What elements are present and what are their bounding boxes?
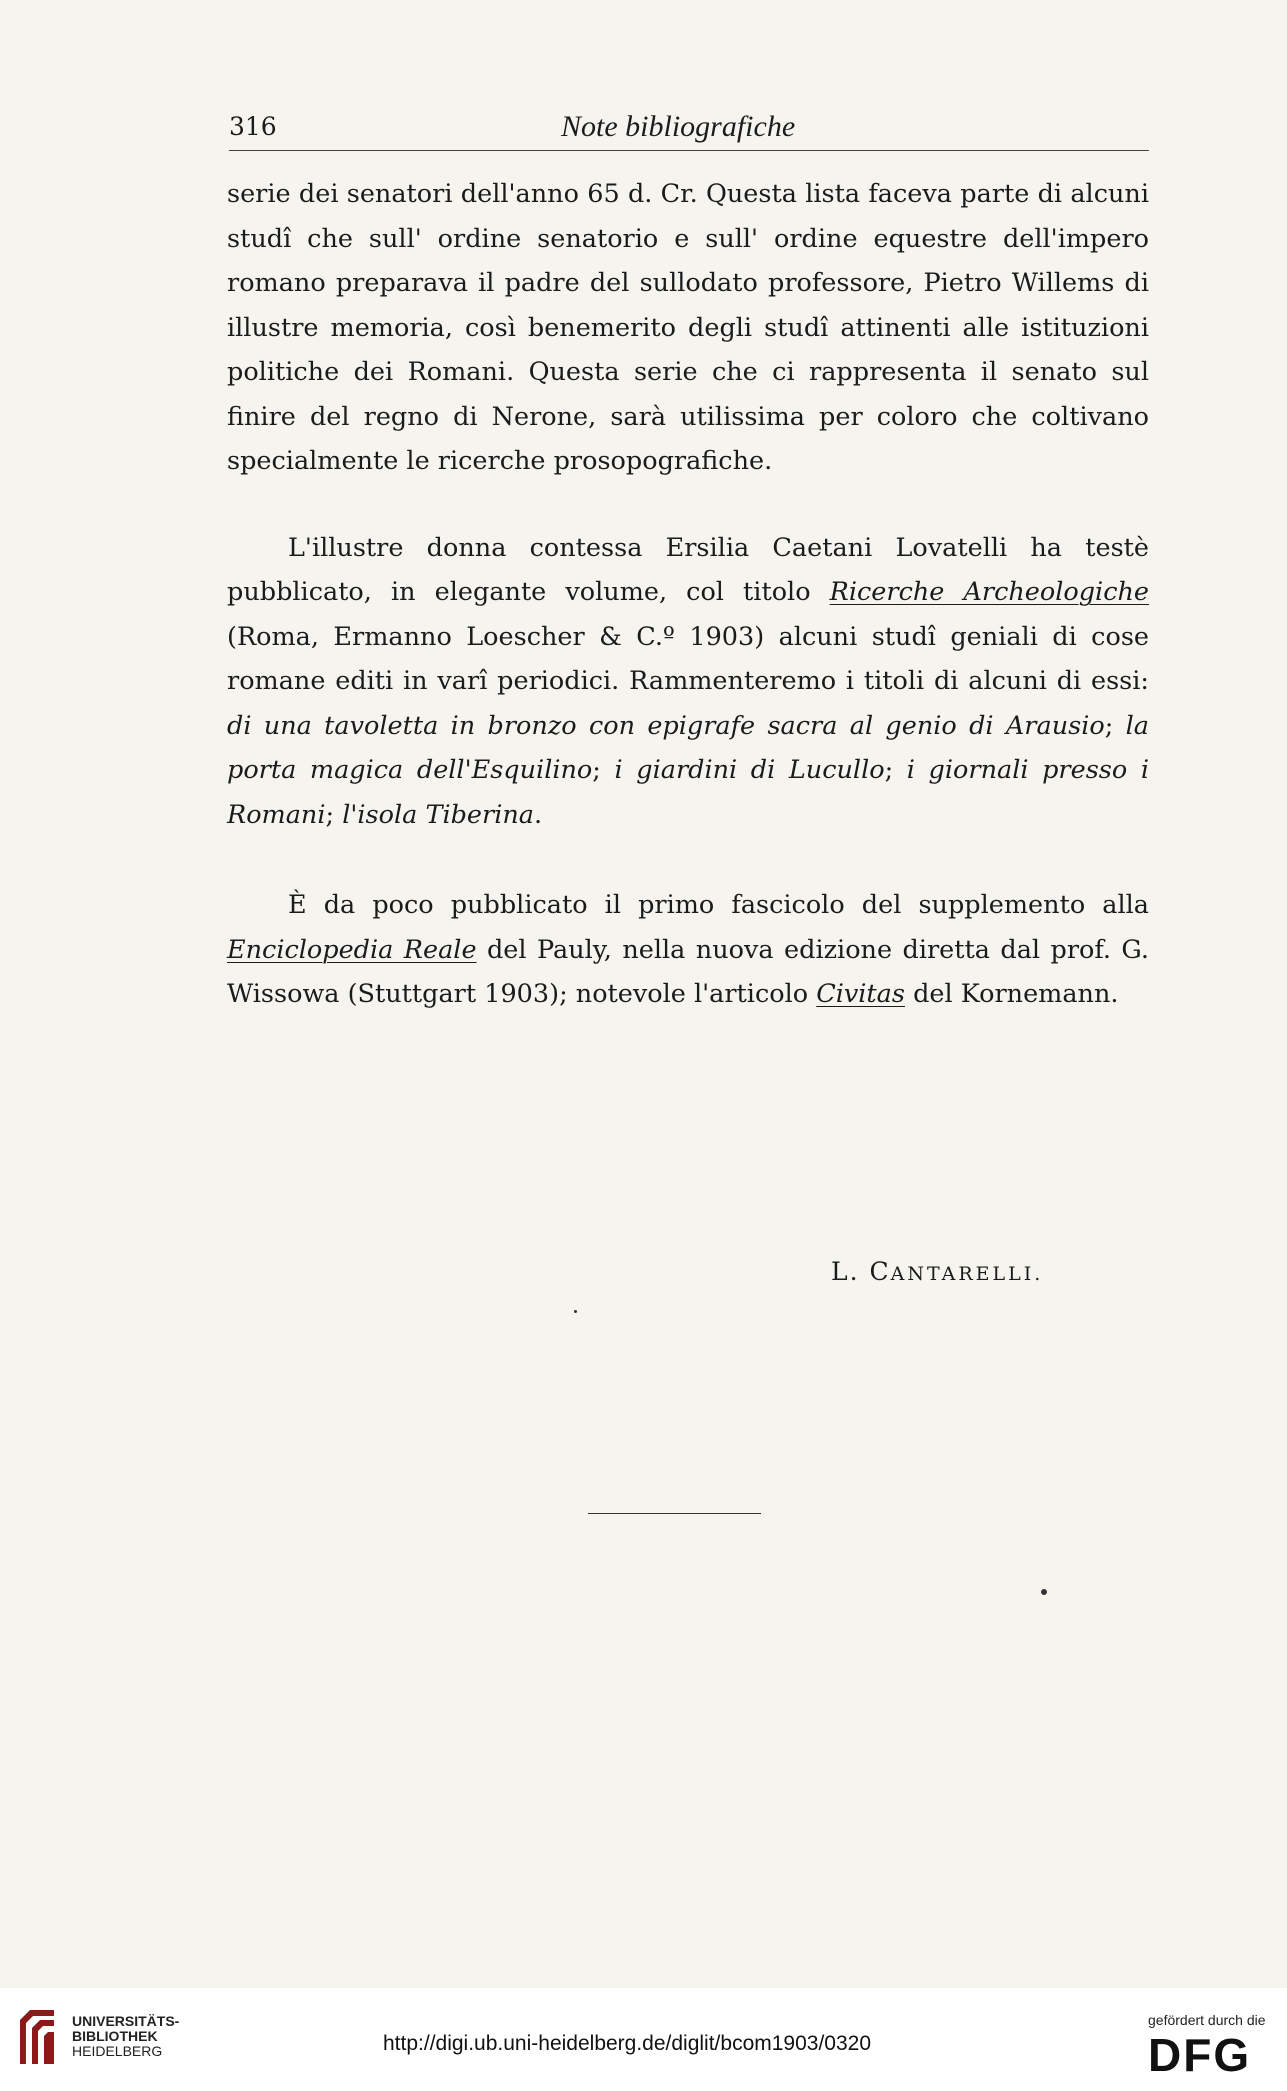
separator: ; bbox=[1104, 710, 1126, 741]
book-title-ricerche: Ricerche Archeologiche bbox=[829, 577, 1149, 607]
paragraph-senators: serie dei senatori dell'anno 65 d. Cr. Questa lista faceva parte di alcuni studî che sull' ordine senatorio e sull' ordine equestre dell'impero romano preparava il padre del sullodato professore, Pietro Willems di illustre memoria, così benemerito degli studî attinenti alle istituzioni politiche dei Romani. Questa serie che ci rappresenta il senato sul finire del regno di Nerone, sarà utilissima per coloro che coltivano specialmente le ricerche prosopografiche. bbox=[227, 179, 1149, 476]
paragraph-lovatelli bbox=[227, 526, 1149, 838]
library-logo-icon bbox=[14, 2006, 58, 2066]
digitization-footer bbox=[0, 1988, 1287, 2091]
library-line: HEIDELBERG bbox=[72, 2043, 163, 2059]
running-title: Note bibliografiche bbox=[561, 110, 796, 143]
separator: ; bbox=[592, 755, 615, 785]
essay-title: i giardini di Lucullo bbox=[614, 755, 885, 785]
text-span: È da poco pubblicato il primo fascicolo del supplemento alla bbox=[288, 890, 1149, 920]
article-title-civitas: Civitas bbox=[816, 979, 905, 1009]
text-span: del Pauly, nella nuova edizione diretta dal prof. G. Wissowa (Stuttgart 1903); notevole l'articolo bbox=[227, 934, 1149, 1009]
essay-title: la porta magica dell'Esquilino bbox=[227, 710, 1149, 785]
paragraph-pauly bbox=[227, 883, 1149, 1017]
signature-surname: ANTARELLI. bbox=[890, 1263, 1044, 1285]
library-line: BIBLIOTHEK bbox=[72, 2028, 158, 2044]
ink-speck bbox=[574, 1310, 577, 1313]
author-signature bbox=[831, 1257, 1043, 1286]
library-name bbox=[72, 2014, 179, 2059]
page-body bbox=[227, 172, 1149, 1017]
book-title-enciclopedia: Enciclopedia Reale bbox=[227, 934, 477, 965]
text-span: (Roma, Ermanno Loescher & C.º 1903) alcuni studî geniali di cose romane editi in varî periodici. Rammenteremo i titoli di alcuni di essi: bbox=[227, 621, 1149, 696]
running-header bbox=[229, 108, 1149, 151]
text-span: L'illustre donna contessa Ersilia Caetani Lovatelli ha testè pubblicato, in elegante volume, col titolo bbox=[227, 532, 1149, 607]
text-span: . bbox=[534, 799, 543, 830]
essay-title: i giornali presso i Romani bbox=[227, 755, 1149, 830]
funding-note: gefördert durch die bbox=[1148, 2012, 1266, 2028]
dfg-logo: DFG bbox=[1148, 2029, 1252, 2081]
section-end-rule bbox=[588, 1513, 761, 1514]
separator: ; bbox=[884, 755, 907, 785]
text-span: del Kornemann. bbox=[904, 979, 1119, 1009]
page-number: 316 bbox=[229, 112, 277, 141]
ink-speck bbox=[1041, 1589, 1047, 1595]
signature-initial: L. C bbox=[831, 1257, 891, 1286]
library-line: UNIVERSITÄTS- bbox=[72, 2013, 180, 2029]
permalink-url[interactable]: http://digi.ub.uni-heidelberg.de/diglit/bcom1903/0320 bbox=[383, 2032, 872, 2055]
separator: ; bbox=[325, 799, 343, 830]
essay-title: l'isola Tiberina bbox=[342, 799, 534, 830]
essay-title: di una tavoletta in bronzo con epigrafe sacra al genio di Arausio bbox=[227, 710, 1105, 741]
